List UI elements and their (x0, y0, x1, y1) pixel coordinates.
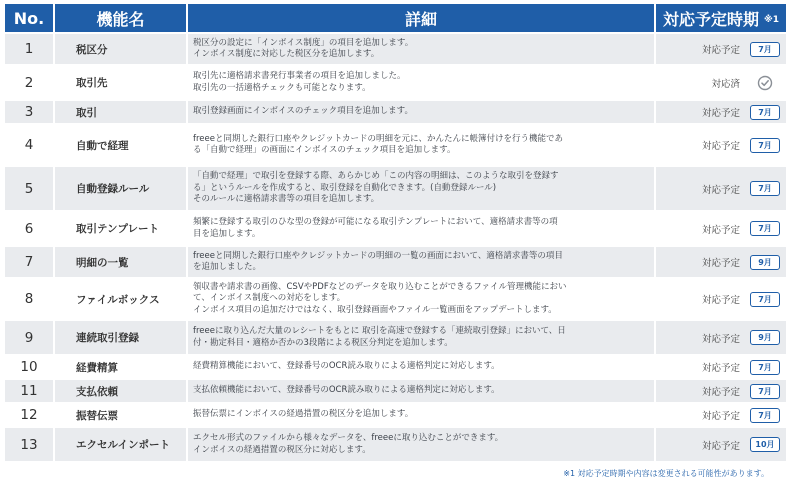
row-number: 13 (5, 428, 53, 461)
feature-detail (188, 167, 654, 210)
month-badge: 7月 (750, 408, 780, 423)
month-badge: 7月 (750, 384, 780, 399)
row-number: 1 (5, 34, 53, 64)
status-label: 対応予定 (701, 45, 740, 56)
row-number: 10 (5, 356, 53, 378)
feature-detail (188, 321, 654, 354)
status-label: 対応済 (711, 78, 740, 90)
month-badge: 7月 (750, 221, 780, 236)
table-row (5, 101, 786, 123)
status-cell (656, 66, 786, 99)
feature-detail-text: 頻繁に登録する取引のひな型の登録が可能になる取引テンプレートにおいて、適格請求書等の項 目を追加します。 (193, 217, 558, 239)
header-status-note: ※1 (764, 14, 780, 25)
feature-name: 振替伝票 (55, 404, 186, 426)
feature-detail (188, 212, 654, 245)
feature-detail-text: 税区分の設定に「インボイス制度」の項目を追加します。 インボイス制度に対応した税区分を追加します。 (193, 37, 414, 59)
row-number: 2 (5, 66, 53, 99)
table-row (5, 356, 786, 378)
feature-detail-text: 領収書や請求書の画像、CSVやPDFなどのデータを取り込むことができるファイル管理機能におい て、インボイス制度への対応をします。 インボイス項目の追加だけではなく、取引登録画面やファイル一覧画面をアップデートします。 (193, 281, 567, 315)
row-number: 8 (5, 279, 53, 319)
row-number: 7 (5, 247, 53, 277)
month-badge: 7月 (750, 360, 780, 375)
feature-detail-text: 取引先に適格請求書発行事業者の項目を追加しました。 取引先の一括適格チェックも可能となります。 (193, 71, 406, 93)
feature-name: 取引 (55, 101, 186, 123)
row-number: 3 (5, 101, 53, 123)
month-badge: 7月 (750, 138, 780, 153)
feature-name: エクセルインポート (55, 428, 186, 461)
footnote: ※1 対応予定時期や内容は変更される可能性があります。 (563, 469, 769, 478)
month-badge: 10月 (750, 437, 780, 452)
status-label: 対応予定 (701, 411, 740, 422)
feature-name: 取引テンプレート (55, 212, 186, 245)
status-label: 対応予定 (701, 224, 740, 236)
row-number: 11 (5, 380, 53, 402)
status-cell (656, 34, 786, 64)
status-label: 対応予定 (701, 363, 740, 374)
table-row (5, 34, 786, 64)
table-row (5, 321, 786, 354)
feature-detail-text: 取引登録画面にインボイスのチェック項目を追加します。 (193, 106, 413, 117)
status-cell (656, 125, 786, 165)
status-cell (656, 404, 786, 426)
feature-name: 明細の一覧 (55, 247, 186, 277)
status-label: 対応予定 (701, 440, 740, 452)
feature-name: ファイルボックス (55, 279, 186, 319)
feature-name: 自動で経理 (55, 125, 186, 165)
status-label: 対応予定 (701, 295, 740, 306)
status-label: 対応予定 (701, 184, 740, 196)
feature-detail-text: 振替伝票にインボイスの経過措置の税区分を追加します。 (193, 409, 414, 420)
status-cell (656, 101, 786, 123)
status-cell (656, 167, 786, 210)
feature-name: 自動登録ルール (55, 167, 186, 210)
feature-name: 連続取引登録 (55, 321, 186, 354)
row-number: 4 (5, 125, 53, 165)
feature-detail-text: freeeと同期した銀行口座やクレジットカードの明細の一覧の画面において、適格請求書等の項目 を追加しました。 (193, 250, 563, 272)
feature-detail (188, 356, 654, 378)
feature-detail-text: 経費精算機能において、登録番号のOCR読み取りによる適格判定に対応します。 (193, 361, 500, 372)
table-row (5, 167, 786, 210)
month-badge: 7月 (750, 181, 780, 196)
feature-detail (188, 34, 654, 64)
feature-detail (188, 404, 654, 426)
feature-detail (188, 125, 654, 165)
status-cell (656, 247, 786, 277)
table-row (5, 212, 786, 245)
table-row (5, 66, 786, 99)
feature-detail-text: エクセル形式のファイルから様々なデータを、freeeに取り込むことができます。 インボイスの経過措置の税区分に対応します。 (193, 433, 504, 455)
header-name: 機能名 (55, 4, 186, 32)
feature-name: 支払依頼 (55, 380, 186, 402)
row-number: 6 (5, 212, 53, 245)
feature-detail-text: freeeに取り込んだ大量のレシートをもとに 取引を高速で登録する「連続取引登録」において、日 付・勘定科目・適格か否かの3段階による税区分判定を追加します。 (193, 326, 566, 348)
status-label: 対応予定 (701, 258, 740, 269)
feature-detail (188, 101, 654, 123)
status-cell (656, 279, 786, 319)
table-body (5, 34, 786, 461)
header-status (656, 4, 786, 32)
status-label: 対応予定 (701, 108, 740, 119)
header-detail: 詳細 (188, 4, 654, 32)
feature-name: 税区分 (55, 34, 186, 64)
month-badge: 7月 (750, 292, 780, 307)
feature-detail (188, 279, 654, 319)
feature-detail-text: 支払依頼機能において、登録番号のOCR読み取りによる適格判定に対応します。 (193, 385, 500, 396)
table-header (5, 4, 786, 32)
feature-detail (188, 247, 654, 277)
month-badge: 9月 (750, 330, 780, 345)
status-cell (656, 321, 786, 354)
status-cell (656, 212, 786, 245)
status-cell (656, 380, 786, 402)
table-row (5, 380, 786, 402)
feature-name: 経費精算 (55, 356, 186, 378)
month-badge: 7月 (750, 105, 780, 120)
row-number: 5 (5, 167, 53, 210)
month-badge: 9月 (750, 255, 780, 270)
row-number: 12 (5, 404, 53, 426)
feature-detail (188, 428, 654, 461)
feature-detail-text: freeeと同期した銀行口座やクレジットカードの明細を元に、かんたんに帳簿付けを行う機能であ る「自動で経理」の画面にインボイスのチェック項目を追加します。 (193, 133, 564, 155)
month-badge: 7月 (750, 42, 780, 57)
table-row (5, 428, 786, 461)
status-label: 対応予定 (701, 387, 740, 398)
feature-detail (188, 380, 654, 402)
status-cell (656, 428, 786, 461)
row-number: 9 (5, 321, 53, 354)
feature-detail (188, 66, 654, 99)
feature-table (5, 4, 786, 461)
feature-name: 取引先 (55, 66, 186, 99)
header-status-label: 対応予定時期 (662, 9, 759, 29)
status-label: 対応予定 (701, 141, 740, 152)
check-circle-icon (750, 74, 780, 92)
table-row (5, 279, 786, 319)
status-cell (656, 356, 786, 378)
table-row (5, 404, 786, 426)
feature-detail-text: 「自動で経理」で取引を登録する際、あらかじめ「この内容の明細は、このような取引を登録す る」というルールを作成すると、取引登録を自動化できます。(自動登録ルール) そのルールに適格請求書等の項目を追加します。 (193, 171, 559, 205)
table-row (5, 247, 786, 277)
header-no: No. (5, 4, 53, 32)
status-label: 対応予定 (701, 333, 740, 345)
table-row (5, 125, 786, 165)
